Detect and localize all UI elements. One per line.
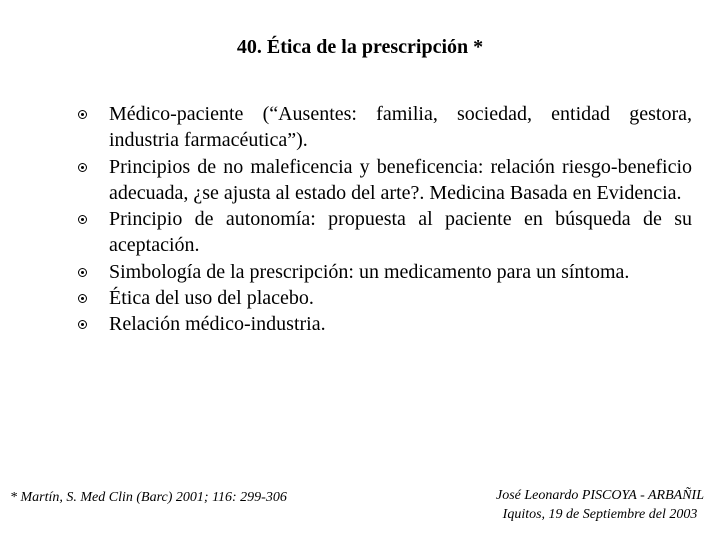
bullet-icon [78, 294, 87, 303]
author-name: José Leonardo PISCOYA - ARBAÑIL [496, 488, 704, 503]
bullet-item [78, 206, 692, 259]
bullet-icon [78, 215, 87, 224]
bullet-text: Médico-paciente (“Ausentes: familia, sociedad, entidad gestora, industria farmacéutica”). [109, 103, 692, 152]
bullet-text: Simbología de la prescripción: un medicamento para un síntoma. [109, 260, 630, 283]
bullet-item [78, 285, 692, 311]
bullet-list [78, 101, 692, 338]
bullet-text: Principio de autonomía: propuesta al paciente en búsqueda de su aceptación. [109, 208, 692, 257]
bullet-item [78, 311, 692, 337]
bullet-icon [78, 110, 87, 119]
slide-title: 40. Ética de la prescripción * [236, 36, 484, 58]
footnote-reference: * Martín, S. Med Clin (Barc) 2001; 116: 299-306 [10, 490, 287, 505]
bullet-icon [78, 163, 87, 172]
bullet-text: Relación médico-industria. [109, 313, 326, 336]
author-credit [496, 486, 704, 524]
bullet-item [78, 154, 692, 207]
bullet-icon [78, 268, 87, 277]
bullet-text: Ética del uso del placebo. [109, 287, 314, 310]
bullet-text: Principios de no maleficencia y beneficencia: relación riesgo-beneficio adecuada, ¿se ajusta al estado del arte?. Medicina Basada en Evidencia. [109, 155, 692, 204]
bullet-icon [78, 320, 87, 329]
bullet-item [78, 259, 692, 285]
bullet-item [78, 101, 692, 154]
place-date: Iquitos, 19 de Septiembre del 2003 [502, 507, 698, 522]
